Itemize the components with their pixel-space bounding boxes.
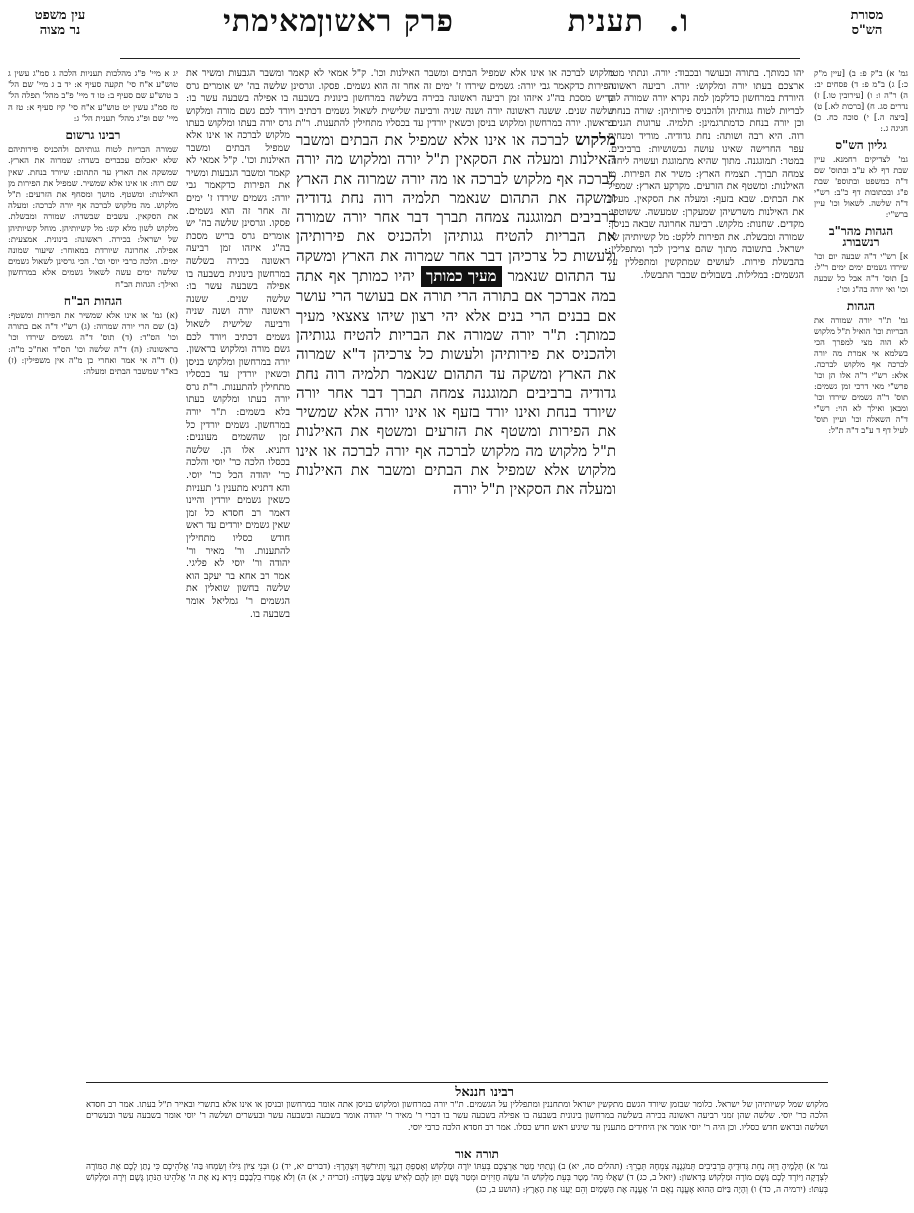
page-number: ו. xyxy=(668,4,689,39)
tractate-name: תענית xyxy=(567,4,644,39)
hagahot-title: הגהות xyxy=(846,299,876,313)
masoret-hashas: גמ' א) ב"ק פ: ב) [עיין מ"ק כ:] ג) ב"מ פ: ד) פסחים יב: ה) ר"ה ו: ו) [עירובין טו.] ז) נדרים סג. ח) [ברכות לא.] ט) [ביצה ה.] י) סוכה כח. כ) חגיגה ג.: xyxy=(814,68,908,133)
torah-or-text: גמ' א) תְּלָמֶיהָ רַוֵּה נַחֵת גְּדוּדֶיהָ בִּרְבִיבִים תְּמֹגְגֶנָּה צִמְחָהּ תְּבָרֵךְ: (תהלים סה, יא) ב) וְנָתַתִּי מְטַר אַרְצְכֶם בְּעִתּוֹ יוֹרֶה וּמַלְקוֹשׁ וְאָסַפְתָּ דְגָנֶךָ וְתִירֹשְׁךָ וְיִצְהָרֶךָ: (דברים יא, יד) ג) וּבְנֵי צִיּוֹן גִּילוּ וְשִׂמְחוּ בַּה' אֱלֹהֵיכֶם כִּי נָתַן לָכֶם אֶת הַמּוֹרֶה לִצְדָקָה וַיּוֹרֶד לָכֶם גֶּשֶׁם מוֹרֶה וּמַלְקוֹשׁ בָּרִאשׁוֹן: (יואל ב, כג) ד) שַׁאֲלוּ מֵה' מָטָר בְּעֵת מַלְקוֹשׁ ה' עֹשֶׂה חֲזִיזִים וּמְטַר גֶּשֶׁם יִתֵּן לָהֶם לְאִישׁ עֵשֶׂב בַּשָּׂדֶה: (זכריה י, א) ה) וְלֹא אָמְרוּ בִלְבָבָם נִירָא נָא אֶת ה' אֱלֹהֵינוּ הַנֹּתֵן גֶּשֶׁם וְיֹרֶה וּמַלְקוֹשׁ בְּעִתּוֹ: (ירמיה ה, כד) ו) וְהָיָה בַּיּוֹם הַהוּא אֶעֱנֶה נְאֻם ה' אֶעֱנֶה אֶת הַשָּׁמָיִם וְהֵם יַעֲנוּ אֶת הָאָרֶץ: (הושע ב, כג) xyxy=(86,1162,828,1195)
tosafot-column xyxy=(186,68,614,130)
right-margin-label: מסורת הש"ס xyxy=(850,8,884,38)
chapter-title: פרק ראשון xyxy=(316,4,454,39)
rabbeinu-gershom-text: שמורה הבריות לטוח גגותיהם ולהכניס פירותיהם שלא יאכלום עכברים בשדה: שמרוה את הארץ. שמשקה את הארץ עד התהום: שיורד בנחת. שאין שם רוח: או אינו אלא שמשיר. שמפיל את הפירות מן האילנות: ומשטף. מושך ומסחף את הזרעים: ת"ל מלקוש. מה מלקוש לברכה אף יורה לברכה: ומעלה את הסקאין. עשבים שבשדה: שמורה ומבשלת. מלקוש לשון מלא קש: מל קשיותיהן. מוחל קשיותיהן של ישראל: בכירה. ראשונה: בינונית. אמצעית: אפילה. אחרונה שיורדת במאוחר: שיעור שמונה ימים. הלכה כרבי יוסי וכו'. הכי גרסינן לשאול גשמים שלשה ימים עשה לשאול גשמים אלא במרחשון ואילך: הגהות הב"ח xyxy=(8,144,178,289)
gemara-continued: יהיו כמותך אף אתה במה אברכך אם בתורה הרי תורה אם בעושר הרי עושר אם בבנים הרי בנים אלא יהי רצון שיהו צאצאי מעיך כמותך: ת"ר יורה שמורה את הבריות להטיח גגותיהן ולהכניס את פירותיהן ולעשות כל צרכיהן ד"א שמרוה את הארץ ומשקה עד התהום שנאמר תלמיה רוה נחת גדודיה ברביבים תמוגגנה צמחה תברך דבר אחר יורה שיורד בנחת ואינו יורד בזעף או אינו יורה אלא שמשיר את הפירות ומשטף את הזרעים ומשטף את האילנות ת"ל מלקוש מה מלקוש לברכה אף יורה לברכה או אינו מלקוש אלא שמפיל את הבתים ומשבר את האילנות ומעלה את הסקאין ת"ל יורה xyxy=(296,267,616,499)
bottom-rule xyxy=(86,1082,828,1083)
rabbeinu-gershom-title: רבינו גרשום xyxy=(65,128,121,143)
gilyon-title: גליון הש"ס xyxy=(835,138,887,152)
bach-title: הגהות הב"ח xyxy=(63,293,123,308)
tosafot-top-text: מלקוש לברכה או אינו אלא שמפיל הבתים ומשבר האילנות וכו'. ק"ל אמאי לא קאמר ומשבר הגבעות ומשיר את הפירות כדקאמר גבי יורה: גשמים שירדו ז' ימים זה אחר זה הוא גשמים. פסקו. וגרסינן שלשה בה' יש אומרים גרס בריש מסכת בה"ג איזהו זמן רביעה ראשונה בכירה בשלשה במרחשון בינונית בשבעה בו אפילה בשבעה עשר בו: שלשה שנים. ששנה ראשונה יורה ושנה שניה ורביעה שלישית לשאול גשמים דכתיב ויורד לכם גשם מורה ומלקוש בראשון. יורה במרחשון ומלקוש בניסן וכשאין יורדין עד בכסליו מתחילין להתענות. ר"ת גרס יורה בעתו ומלקוש בעתו xyxy=(186,68,614,130)
left-margin-label: עין משפט נר מצוה xyxy=(34,8,86,38)
gemara-opening-word: מלקוש xyxy=(575,130,616,149)
maharsha-text: א] רש"י ד"ה שבעה יום וכו' שירדו גשמים ימים ימים ר"ל: ב] תוס' ד"ה אבל כל שבעה וכו' ואי יורה בה"ג וכו': xyxy=(814,251,908,294)
rashi-text: יהו כמותך. בתורה ובעושר ובכבוד: יורה. ונתתי מטר ארצכם בעתו יורה ומלקוש: יורה. רביעה ראשונה היורדת במרחשון כדלקמן למה נקרא יורה שמורה להן לבריות לטוח גגותיהן ולהכניס פירותיהן: שורה בנחת. וכן יורה בנחת כדמתרגמינן: תלמיה. ערוגות הגנים: רוה. היא רבה ושותה: נחת גדודיה. מוריד ומנחית עפר החרישה שאינו עושה גבשושיות: ברביבים. במטר: תמוגגנה. מתוך שהיא מתמוגגת ועשויה ליחה: צמחה תברך. תצמיח הארץ: משיר את הפירות. מן האילנות: ומשטף את הזרעים. מקרקע הארץ: שמפיל את הבתים. שבא בזעף: ומעלה את הסקאין. מעלה את האילנות משרשיהן שמעקרן: שמעשה. ששוטפו: מקדים. שחנות: מלקוש. רביעה אחרונה שבאה בניסן: שמורה ומבשלת. את הפירות ללקט: מל קשיותיהן של ישראל. בתשובה מתוך שהם צריכין לכך ומתפללין: בהבשלת פירות. לעושים שמתקשין ומתפללין על הגשמים: במלילות. בשבולים שכבר התבשלו. xyxy=(608,68,804,281)
tosafot-side-column xyxy=(186,130,290,1070)
gemara-boxed-word: מעיך כמותך xyxy=(421,266,501,287)
gemara-main-text xyxy=(296,130,616,580)
chananel-title: רבינו חננאל xyxy=(455,1085,514,1100)
chapter-name: מאימתי xyxy=(223,4,318,39)
hagahot-text: גמ' ת"ר יורה שמורה את הבריות וכו' הואיל ת"ל מלקוש לא הוה מצי למפרך הכי בשלמא אי אמרת מה יורה לברכה אף מלקוש לברכה. אלא: רש"י ד"ה אלו הן וכו' פרש"י מאי דרכי זמן גשמים: תוס' ד"ה גשמים שירדו וכו' ומבאן ואילך לא הוי: רש"י ד"ה השאלה וכו' ועיין תוס' לעיל דף ד ע"ב ד"ה ת"ל: xyxy=(814,315,908,435)
left-margin-column xyxy=(8,68,178,1068)
ein-mishpat-text: יג א מיי' פ"ג מהלכות תעניות הלכה ג סמ"ג עשין ג טוש"ע א"ח סי' תקעה סעיף א: יד ב ג מיי' שם הל' ב טוש"ע שם סעיף ב: טו ד מיי' פ"ב מהל' תפלה הל' טז סמ"ג עשין יט טוש"ע א"ח סי' קיז סעיף א: טז ה מיי' שם ופ"ג מהל' תענית הל' ג: xyxy=(8,68,178,123)
chananel-text: מלקוש שמל קשיותיהן של ישראל. כלומר שבזמן שיורד הגשם מתקשין ישראל ומתחננין ומתפללין על הגשמים. ת"ר יורה במרחשון ומלקוש בניסן אתה אומר במרחשון ובניסן או אינו אלא בתשרי ובאייר ת"ל בעתו. אמר רב חסדא הלכה כר' יוסי. שלשה שהן זמני רביעה ראשונה בכירה בשלשה במרחשון בינונית בשבעה בו אפילה בשבעה עשר בו דברי ר' מאיר ר' יהודה אומר בשבעה ובשבעה עשר ובעשרים ושלשה ר' יוסי אומר בשבעה עשר ובעשרים ושלשה ובראש חדש כסליו. וכן היה ר' יוסי אומר אין היחידים מתענין עד שיגיע ראש חדש כסלו. אמר רב חסדא הלכה כרבי יוסי. xyxy=(86,1100,828,1133)
header-rule xyxy=(120,58,800,59)
tosafot-side-text: מלקוש לברכה או אינו אלא שמפיל הבתים ומשבר האילנות וכו'. ק"ל אמאי לא קאמר ומשבר הגבעות ומשיר את הפירות כדקאמר גבי יורה: גשמים שירדו ז' ימים זה אחר זה הוא גשמים. פסקו. וגרסינן שלשה בה' יש אומרים גרס בריש מסכת בה"ג איזהו זמן רביעה ראשונה בכירה בשלשה במרחשון בינונית בשבעה בו אפילה בשבעה עשר בו: שלשה שנים. ששנה ראשונה יורה ושנה שניה ורביעה שלישית לשאול גשמים דכתיב ויורד לכם גשם מורה ומלקוש בראשון. יורה במרחשון ומלקוש בניסן וכשאין יורדין עד בכסליו מתחילין להתענות. ר"ת גרס יורה בעתו ומלקוש בעתו בלא בשמים: ת"ר יורה במרחשון. גשמים יורדין כל זמן שהשמים מעוננים: דתניא. אלו הן. שלשה בכסלו הלכה כר' יוסי והלכה כר' יהודה הכל כר' יוסי. והא דתניא מתענין ג' תעניות כשאין גשמים יורדין והיינו דאמר רב חסדא כל זמן שאין גשמים יורדים עד ראש חודש כסליו מתחילין להתענות. ור' מאיר ור' יהודה ור' יוסי לא פליגי. אמר רב אחא בר יעקב הוא שלשה בחשון שואלין את הגשמים ר' גמליאל אומר בשבעה בו. xyxy=(186,130,290,620)
gilyon-text: גמ' לצדיקים רחמנא. עיין שבת דף לא ע"ב ובתוס' שם ד"ה כמשפט ובתוספ' שבת פ"ג ובכתובות דף כ"ב: רש"י ד"ה שלשה. לשאול וכו' עיין ברש"י: xyxy=(814,154,908,219)
maharsha-title: הגהות מהר"ב רנשבורג xyxy=(828,224,894,249)
torah-or-title: תורה אור xyxy=(454,1147,499,1161)
rashi-column xyxy=(608,68,804,1068)
bach-text: (א) גמ' או אינו אלא שמשיר את הפירות ומשטף: (ב) שם הרי יורה שמרוה: (ג) רש"י ד"ה אם בתורה וכו' הס"ד: (ד) תוס' ד"ה גשמים שירדו וכו' בראשונה: (ה) ד"ה שלשה וכו' הס"ד ואח"כ מ"ה: (ו) ד"ה אי אמר ואחרי כן מ"ה אין משפילין: (ז) בא"ד שמשבר הבתים ומעלה: xyxy=(8,310,178,377)
right-margin-column xyxy=(814,68,908,1068)
gemara-body: לברכה או אינו אלא שמפיל את הבתים ומשבר האילנות ומעלה את הסקאין ת"ל יורה ומלקוש מה יורה לברכה אף מלקוש לברכה או מה יורה שמרוה את הארץ ומשקה את התהום שנאמר תלמיה רוה נחת גדודיה ברביבים תמוגגנה צמחה תברך דבר אחר יורה שמורה את הבריות להטיח גגותיהן ולהכניס את פירותיהן ולעשות כל צרכיהן דבר אחר שמרוה את הארץ ומשקה עד התהום שנאמר xyxy=(296,131,616,286)
